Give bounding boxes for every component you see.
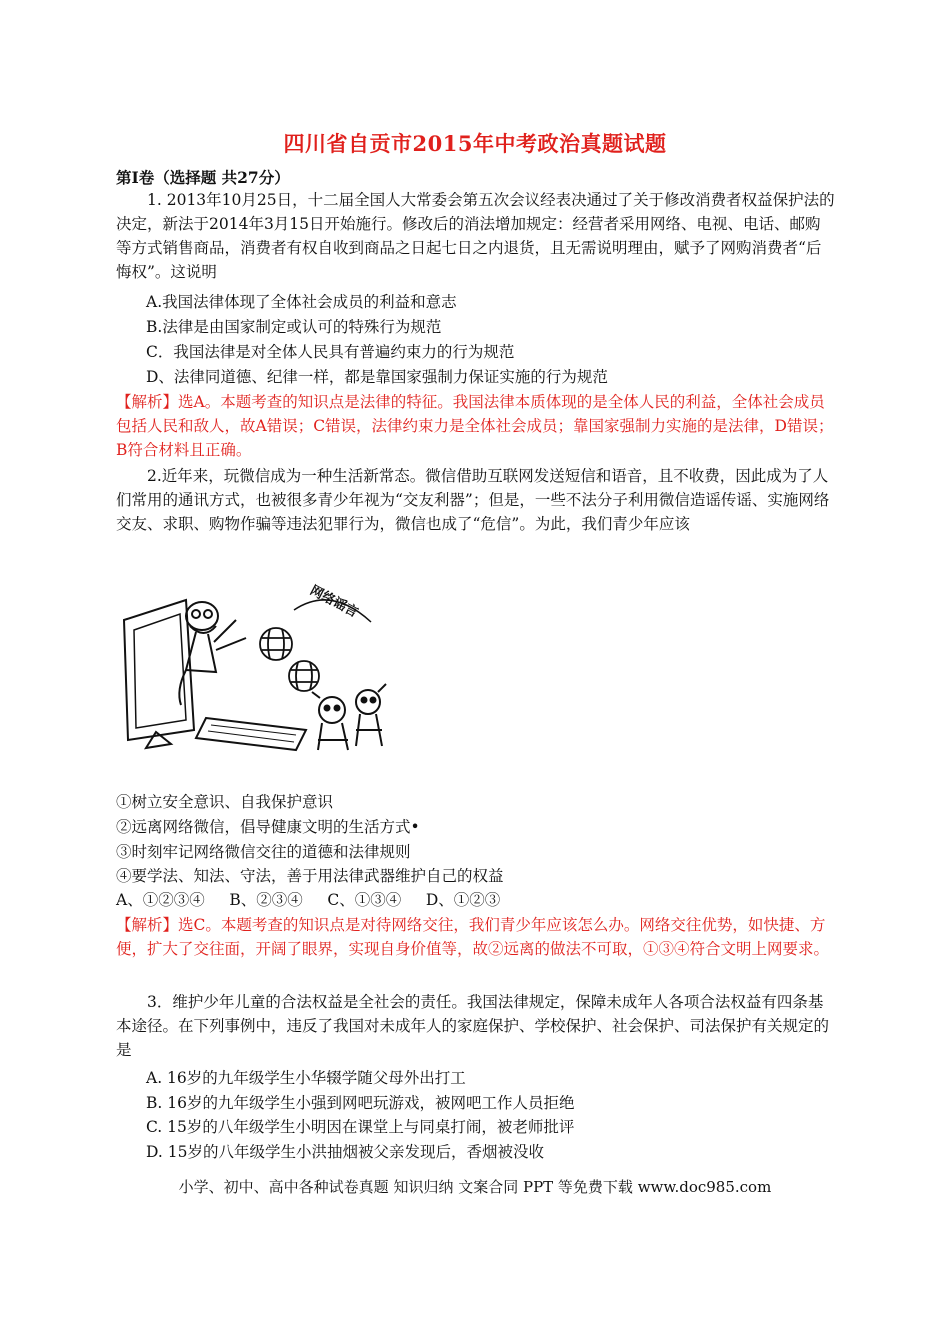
question-3-option-b: B. 16岁的九年级学生小强到网吧玩游戏，被网吧工作人员拒绝 — [146, 1094, 575, 1112]
analysis-tag: 【解析】 — [116, 916, 179, 934]
question-1-option-a: A.我国法律体现了全体社会成员的利益和意志 — [146, 293, 457, 311]
question-2-item-2: ②远离网络微信，倡导健康文明的生活方式• — [116, 818, 420, 836]
question-3-option-a: A. 16岁的九年级学生小华辍学随父母外出打工 — [146, 1069, 466, 1087]
question-3-option-c: C. 15岁的八年级学生小明因在课堂上与同桌打闹，被老师批评 — [146, 1118, 575, 1136]
cartoon-illustration — [116, 580, 416, 756]
question-2-choices: A、①②③④ B、②③④ C、①③④ D、①②③ — [116, 891, 501, 909]
analysis-tag: 【解析】 — [116, 393, 179, 411]
children-icon — [312, 684, 386, 750]
question-1-option-d: D、法律同道德、纪律一样，都是靠国家强制力保证实施的行为规范 — [146, 368, 608, 386]
question-2-item-3: ③时刻牢记网络微信交往的道德和法律规则 — [116, 843, 411, 861]
question-1-stem: 1. 2013年10月25日，十二届全国人大常委会第五次会议经表决通过了关于修改消费者权益保护法的决定，新法于2014年3月15日开始施行。修改后的消法增加规定：经营者采用网络、电视、电话、邮购等方式销售商品，消费者有权自收到商品之日起七日之内退货，且无需说明理由，赋予了网购消费者“后悔权”。这说明 — [116, 191, 835, 281]
page-footer: 小学、初中、高中各种试卷真题 知识归纳 文案合同 PPT 等免费下载 www.doc985.com — [178, 1178, 772, 1196]
analysis-text: 选C。本题考查的知识点是对待网络交往，我们青少年应该怎么办。网络交往优势，如快捷、方便，扩大了交往面，开阔了眼界，实现自身价值等，故②远离的做法不可取，①③④符合文明上网要求。 — [116, 916, 830, 958]
question-2-analysis — [116, 913, 836, 961]
question-2-item-1: ①树立安全意识、自我保护意识 — [116, 793, 334, 811]
question-1-option-b: B.法律是由国家制定或认可的特殊行为规范 — [146, 318, 442, 336]
cartoon-text: 网络谣言 — [307, 583, 361, 621]
question-2-item-4: ④要学法、知法、守法，善于用法律武器维护自己的权益 — [116, 867, 504, 885]
computer-monitor-icon — [124, 600, 306, 750]
section-heading: 第Ⅰ卷（选择题 共27分） — [116, 168, 290, 187]
page-title: 四川省自贡市2015年中考政治真题试题 — [283, 131, 667, 156]
question-2-stem: 2.近年来，玩微信成为一种生活新常态。微信借助互联网发送短信和语音，且不收费，因此成为了人们常用的通讯方式，也被很多青少年视为“交友利器”；但是，一些不法分子利用微信造谣传谣、实施网络交友、求职、购物作骗等违法犯罪行为，微信也成了“危信”。为此，我们青少年应该 — [116, 467, 830, 533]
rumor-ball-icon — [260, 628, 319, 691]
question-3-option-d: D. 15岁的八年级学生小洪抽烟被父亲发现后，香烟被没收 — [146, 1143, 544, 1161]
question-1-option-c: C．我国法律是对全体人民具有普遍约束力的行为规范 — [146, 343, 515, 361]
rumor-figure-icon — [179, 602, 246, 705]
question-1-analysis — [116, 390, 836, 462]
question-3-stem: 3．维护少年儿童的合法权益是全社会的责任。我国法律规定，保障未成年人各项合法权益有四条基本途径。在下列事例中，违反了我国对未成年人的家庭保护、学校保护、社会保护、司法保护有关规定的是 — [116, 993, 830, 1059]
analysis-text: 选A。本题考查的知识点是法律的特征。我国法律本质体现的是全体人民的利益，全体社会成员包括人民和敌人，故A错误；C错误，法律约束力是全体社会成员；靠国家强制力实施的是法律，D错误；B符合材料且正确。 — [116, 393, 834, 459]
rumor-label — [294, 582, 371, 622]
